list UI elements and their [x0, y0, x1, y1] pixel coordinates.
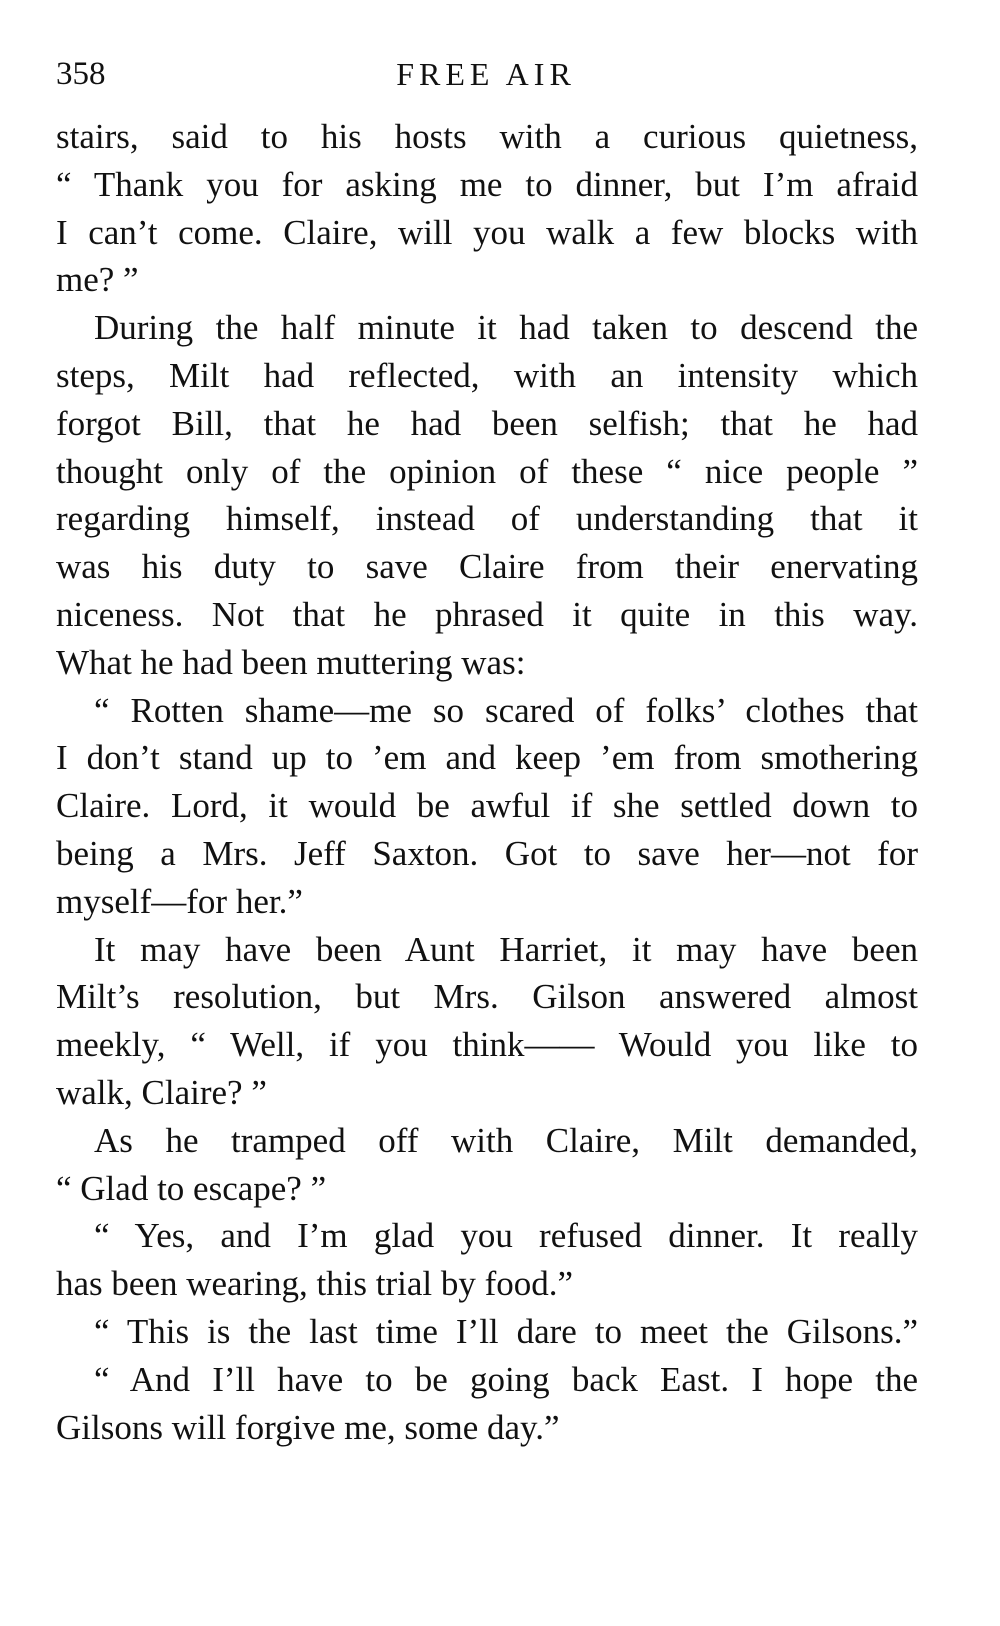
text-line: “ Yes, and I’m glad you refused dinner. It really: [94, 1216, 918, 1256]
text-line: me? ”: [56, 260, 139, 300]
text-line: forgot Bill, that he had been selfish; that he had: [56, 403, 918, 443]
text-line: myself—for her.”: [56, 881, 303, 921]
text-line: regarding himself, instead of understanding that it: [56, 499, 918, 539]
text-line: I don’t stand up to ’em and keep ’em from smothering: [56, 738, 918, 778]
text-line: walk, Claire? ”: [56, 1072, 267, 1112]
text-line: I can’t come. Claire, will you walk a few blocks with: [56, 212, 918, 252]
book-title: FREE AIR: [396, 56, 576, 92]
text-line: thought only of the opinion of these “ nice people ”: [56, 451, 918, 491]
text-line: As he tramped off with Claire, Milt demanded,: [94, 1120, 918, 1160]
text-line: stairs, said to his hosts with a curious quietness,: [56, 117, 918, 156]
text-line: “ This is the last time I’ll dare to meet the Gilsons.”: [94, 1311, 918, 1351]
text-line: “ Thank you for asking me to dinner, but I’m afraid: [56, 164, 918, 204]
text-line: niceness. Not that he phrased it quite in this way.: [56, 594, 918, 634]
text-line: “ And I’ll have to be going back East. I hope the: [94, 1359, 918, 1399]
text-line: has been wearing, this trial by food.”: [56, 1264, 574, 1304]
text-line: It may have been Aunt Harriet, it may have been: [94, 929, 918, 969]
running-head: [56, 52, 916, 96]
text-line: “ Rotten shame—me so scared of folks’ clothes that: [94, 690, 918, 730]
text-line: Gilsons will forgive me, some day.”: [56, 1407, 560, 1447]
text-line: steps, Milt had reflected, with an intensity which: [56, 355, 918, 395]
text-line: meekly, “ Well, if you think—— Would you like to: [56, 1025, 918, 1065]
text-line: Claire. Lord, it would be awful if she settled down to: [56, 786, 918, 826]
text-line: Milt’s resolution, but Mrs. Gilson answered almost: [56, 977, 918, 1017]
text-line: What he had been muttering was:: [56, 642, 526, 682]
text-line: being a Mrs. Jeff Saxton. Got to save her—not for: [56, 833, 918, 873]
text-line: “ Glad to escape? ”: [56, 1168, 327, 1208]
page-number: 358: [56, 56, 106, 92]
text-line: During the half minute it had taken to descend the: [94, 308, 918, 348]
body-text: [56, 113, 918, 1451]
text-line: was his duty to save Claire from their enervating: [56, 547, 918, 587]
